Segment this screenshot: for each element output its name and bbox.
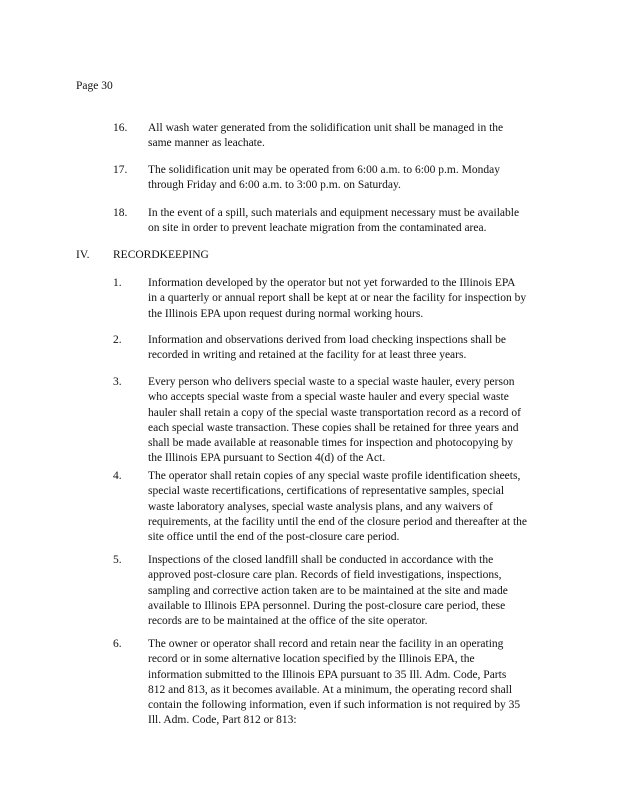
text-line: the Illinois EPA pursuant to Section 4(d) of the Act. xyxy=(148,452,386,465)
item-number: 2. xyxy=(113,334,122,346)
item-number: 6. xyxy=(113,638,122,650)
item-number: 1. xyxy=(113,277,122,289)
item-text xyxy=(148,469,548,545)
text-line: same manner as leachate. xyxy=(148,137,265,150)
text-line: record or in some alternative location specified by the Illinois EPA, the xyxy=(148,653,475,666)
item-text xyxy=(148,206,548,237)
text-line: recorded in writing and retained at the facility for at least three years. xyxy=(148,349,467,362)
text-line: shall be made available at reasonable times for inspection and photocopying by xyxy=(148,437,514,449)
text-line: 812 and 813, as it becomes available. At a minimum, the operating record shall xyxy=(148,683,513,696)
item-number: 16. xyxy=(113,122,128,134)
text-line: Information and observations derived from load checking inspections shall be xyxy=(148,334,506,346)
text-line: hauler shall retain a copy of the special waste transportation record as a record of xyxy=(148,406,521,419)
text-line: Information developed by the operator but not yet forwarded to the Illinois EPA xyxy=(148,277,516,289)
text-line: All wash water generated from the solidification unit shall be managed in the xyxy=(148,122,504,134)
text-line: The operator shall retain copies of any special waste profile identification sheets, xyxy=(148,470,521,482)
text-line: information submitted to the Illinois EPA pursuant to 35 Ill. Adm. Code, Parts xyxy=(148,668,507,681)
item-text xyxy=(148,333,548,364)
section-numeral: IV. xyxy=(76,249,90,261)
text-line: special waste recertifications, certifications of representative samples, special xyxy=(148,485,505,498)
item-text xyxy=(148,637,548,729)
text-line: on site in order to prevent leachate migration from the contaminated area. xyxy=(148,222,487,235)
text-line: in a quarterly or annual report shall be kept at or near the facility for inspection by xyxy=(148,292,527,305)
text-line: each special waste transaction. These copies shall be retained for three years and xyxy=(148,421,519,434)
item-number: 4. xyxy=(113,470,122,482)
text-line: the Illinois EPA upon request during normal working hours. xyxy=(148,307,424,320)
text-line: approved post-closure care plan. Records of field investigations, inspections, xyxy=(148,569,502,582)
text-line: who accepts special waste from a special waste hauler and every special waste xyxy=(148,391,509,404)
item-text xyxy=(148,163,548,194)
text-line: contain the following information, even if such information is not required by 35 xyxy=(148,699,521,711)
text-line: The solidification unit may be operated from 6:00 a.m. to 6:00 p.m. Monday xyxy=(148,164,500,176)
text-line: site office until the end of the post-closure care period. xyxy=(148,531,400,543)
item-number: 5. xyxy=(113,554,122,566)
item-text xyxy=(148,375,548,467)
text-line: In the event of a spill, such materials and equipment necessary must be available xyxy=(148,207,520,219)
text-line: records are to be maintained at the office of the site operator. xyxy=(148,615,428,627)
item-number: 18. xyxy=(113,207,128,219)
text-line: sampling and corrective action taken are to be maintained at the site and made xyxy=(148,584,508,597)
item-text xyxy=(148,276,548,322)
text-line: available to Illinois EPA personnel. During the post-closure care period, these xyxy=(148,599,506,612)
item-text xyxy=(148,121,548,152)
section-title: RECORDKEEPING xyxy=(113,249,209,261)
item-text xyxy=(148,553,548,629)
text-line: Ill. Adm. Code, Part 812 or 813: xyxy=(148,714,297,727)
text-line: The owner or operator shall record and retain near the facility in an operating xyxy=(148,638,504,650)
item-number: 3. xyxy=(113,376,122,388)
text-line: requirements, at the facility until the end of the closure period and thereafter at the xyxy=(148,515,528,528)
item-number: 17. xyxy=(113,164,128,176)
page-number: Page 30 xyxy=(76,80,113,92)
text-line: Every person who delivers special waste to a special waste hauler, every person xyxy=(148,376,515,388)
text-line: Inspections of the closed landfill shall be conducted in accordance with the xyxy=(148,554,494,566)
text-line: waste laboratory analyses, special waste analysis plans, and any waivers of xyxy=(148,500,493,513)
text-line: through Friday and 6:00 a.m. to 3:00 p.m. on Saturday. xyxy=(148,179,401,192)
